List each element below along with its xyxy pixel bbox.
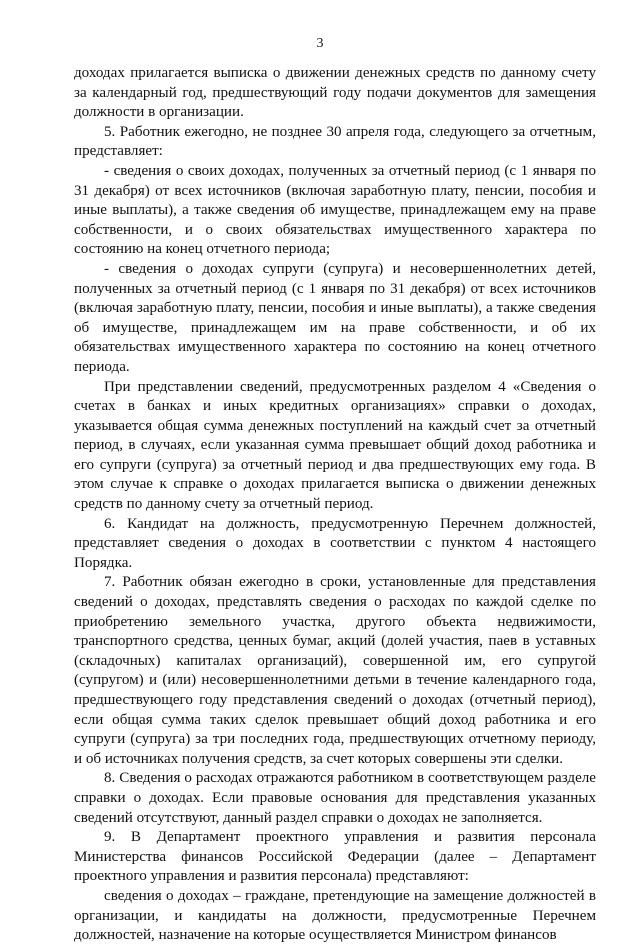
paragraph-spouse-income: - сведения о доходах супруги (супруга) и несовершеннолетних детей, полученных за отчетный период (с 1 января по 31 декабря) от всех источников (включая заработную плату, пенсии, пособия и иные выплаты), а также сведения об имуществе, принадлежащем им на праве собственности, и об их обязательствах имущественного характера по состоянию на конец отчетного периода. [74, 260, 596, 375]
document-body [74, 64, 596, 946]
paragraph-continuation: доходах прилагается выписка о движении денежных средств по данному счету за календарный год, предшествующий году подачи документов для замещения должности в организации. [74, 65, 596, 121]
paragraph-bank-accounts: При представлении сведений, предусмотренных разделом 4 «Сведения о счетах в банках и иных кредитных организациях» справки о доходах, указывается общая сумма денежных поступлений на каждый счет за отчетный период, в случаях, если указанная сумма превышает общий доход работника и его супруги (супруга) за отчетный период и два предшествующих ему года. В этом случае к справке о доходах прилагается выписка о движении денежных средств по данному счету за отчетный период. [74, 378, 596, 513]
paragraph-item-8: 8. Сведения о расходах отражаются работником в соответствующем разделе справки о доходах. Если правовые основания для представления указанных сведений отсутствуют, данный раздел справки о доходах не заполняется. [74, 770, 596, 826]
page-number: 3 [316, 36, 324, 51]
paragraph-item-9: 9. В Департамент проектного управления и развития персонала Министерства финансов Российской Федерации (далее – Департамент проектного управления и развития персонала) представляют: [74, 829, 596, 885]
paragraph-item-5: 5. Работник ежегодно, не позднее 30 апреля года, следующего за отчетным, представляет: [74, 123, 596, 160]
paragraph-item-6: 6. Кандидат на должность, предусмотренную Перечнем должностей, представляет сведения о доходах в соответствии с пунктом 4 настоящего Порядка. [74, 515, 596, 571]
paragraph-own-income: - сведения о своих доходах, полученных за отчетный период (с 1 января по 31 декабря) от всех источников (включая заработную плату, пенсии, пособия и иные выплаты), а также сведения об имуществе, принадлежащем ему на праве собственности, и о своих обязательствах имущественного характера по состоянию на конец отчетного периода; [74, 162, 596, 258]
paragraph-item-7: 7. Работник обязан ежегодно в сроки, установленные для представления сведений о доходах, представлять сведения о расходах по каждой сделке по приобретению земельного участка, другого объекта недвижимости, транспортного средства, ценных бумаг, акций (долей участия, паев в уставных (складочных) капиталах организаций), совершенной им, его супругой (супругом) и (или) несовершеннолетними детьми в течение календарного года, предшествующего году представления сведений о доходах (отчетный период), если общая сумма таких сделок превышает общий доход работника и его супруги (супруга) за три последних года, предшествующих отчетному периоду, и об источниках получения средств, за счет которых совершены эти сделки. [74, 574, 596, 767]
paragraph-candidates: сведения о доходах – граждане, претендующие на замещение должностей в организации, и кандидаты на должности, предусмотренные Перечнем должностей, назначение на которые осуществляется Министром финансов [74, 887, 596, 944]
